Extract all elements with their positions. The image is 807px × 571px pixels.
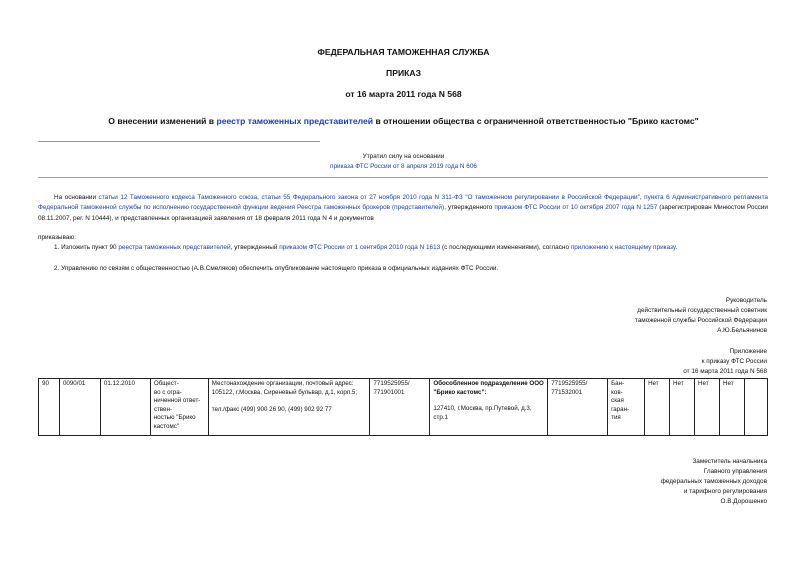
order-item-2: 2. Управлению по связям с общественностью (А.В.Смеляков) обеспечить опубликование настоящего приказа в официальных изданиях ФТС России. <box>54 265 499 272</box>
item1-registry-link[interactable]: реестра таможенных представителей <box>118 244 231 251</box>
customs-code-link[interactable]: статьи 12 Таможенного кодекса Таможенного союза <box>98 194 258 201</box>
signature-deputy <box>661 457 767 507</box>
doc-title <box>0 116 807 126</box>
cell-number: 90 <box>39 379 60 436</box>
deputy-department-2: федеральных таможенных доходов <box>660 478 767 485</box>
signature-head-position: Руководитель <box>725 297 767 304</box>
item1-text-1: 1. Изложить пункт 90 <box>54 244 119 251</box>
appendix-link[interactable]: приложению к настоящему приказу <box>570 244 676 251</box>
doc-title-before: О внесении изменений в <box>108 116 217 126</box>
item1-text-2: , утвержденный <box>230 244 280 251</box>
appendix-header <box>683 347 767 377</box>
item1-text-3: (с последующими изменениями), согласно <box>440 244 571 251</box>
appendix-label: Приложение <box>729 348 767 355</box>
deputy-department-3: и тарифного регулирования <box>683 488 767 495</box>
appendix-order-ref: к приказу ФТС России <box>701 358 767 365</box>
cell-flag-1: Нет <box>645 379 670 436</box>
doc-date-number: от 16 марта 2011 года N 568 <box>345 89 462 99</box>
deputy-department: Главного управления <box>703 468 767 475</box>
preamble-text-2: , <box>257 194 262 201</box>
signature-head-name: А.Ю.Бельянинов <box>717 327 767 334</box>
cell-flag-3: Нет <box>695 379 720 436</box>
cell-inn-kpp: 7719525955/ 771901001 <box>370 379 430 436</box>
branch-address: 127410, г.Москва, пр.Путевой, д.3, стр.1 <box>433 405 532 421</box>
table-row <box>39 379 768 436</box>
order-1257-link[interactable]: приказом ФТС России от 10 октября 2007 года N 1257 <box>494 204 658 212</box>
cell-address: Местонахождение организации, почтовый адрес: 105122, г.Москва, Сиреневый бульвар, д.1, корп.5; тел./факс (499) 900 26 90, (499) 902 92 77 <box>208 379 370 436</box>
preamble-text-5: (зарегистрирован Минюстом России 08.11.2007, рег. N 10444), и представленных организацией заявления от 18 февраля 2011 года N 4 и документов <box>38 204 769 222</box>
status-note-text: Утратил силу на основании <box>362 153 445 160</box>
signature-head <box>635 296 767 336</box>
appendix-order-date: от 16 марта 2011 года N 568 <box>683 368 767 375</box>
divider-long <box>38 177 768 178</box>
branch-title: Обособленное подразделение ООО "Брико кастомс": <box>433 380 544 396</box>
regulation-link[interactable]: пункта 6 Административного регламента Федеральной таможенной службы по исполнению государственной функции ведения Реестра таможенных брокеров (представителей) <box>38 194 768 212</box>
status-note <box>0 152 807 172</box>
signature-head-service: таможенной службы Российской Федерации <box>634 317 767 324</box>
cell-branch-inn-kpp: 7719525955/ 771532001 <box>548 379 608 436</box>
registry-table <box>38 378 768 436</box>
cell-org-name: Общест- во с огра- ниченной ответ- ствен- ностью "Брико кастомс" <box>150 379 208 436</box>
cell-date: 01.12.2010 <box>100 379 150 436</box>
federal-law-link[interactable]: статьи 55 Федерального закона от 27 ноября 2010 года N 311-ФЗ "О таможенном регулировании в Российской Федерации" <box>261 194 640 201</box>
cell-guarantee: Бан- ков- ская гаран- тия <box>608 379 645 436</box>
cell-branch <box>430 379 548 436</box>
cell-reg-number: 0090/01 <box>59 379 100 436</box>
divider-short <box>38 141 320 142</box>
cell-empty <box>744 379 767 436</box>
order-1613-link[interactable]: приказом ФТС России от 1 сентября 2010 года N 1613 <box>279 244 441 251</box>
deputy-position: Заместитель начальника <box>692 458 767 465</box>
item1-text-4: . <box>675 244 678 251</box>
deputy-name: О.В.Дорошенко <box>720 498 767 505</box>
registry-link[interactable]: реестр таможенных представителей <box>216 116 374 126</box>
order-item-1 <box>54 243 768 253</box>
doc-type: ПРИКАЗ <box>386 68 421 78</box>
cell-flag-4: Нет <box>719 379 744 436</box>
signature-head-rank: действительный государственный советник <box>637 307 767 314</box>
preamble-text-1: На основании <box>54 194 99 201</box>
agency-title: ФЕДЕРАЛЬНАЯ ТАМОЖЕННАЯ СЛУЖБА <box>317 47 490 57</box>
order-word: приказываю: <box>38 234 76 241</box>
repeal-order-link[interactable]: приказа ФТС России от 8 апреля 2019 года N 606 <box>330 163 477 170</box>
doc-title-after: в отношении общества с ограниченной ответственностью "Брико кастомс" <box>373 116 699 126</box>
preamble-text-4: , утвержденного <box>444 204 495 212</box>
preamble <box>38 193 768 224</box>
cell-flag-2: Нет <box>670 379 695 436</box>
preamble-text-3: , <box>639 194 645 201</box>
